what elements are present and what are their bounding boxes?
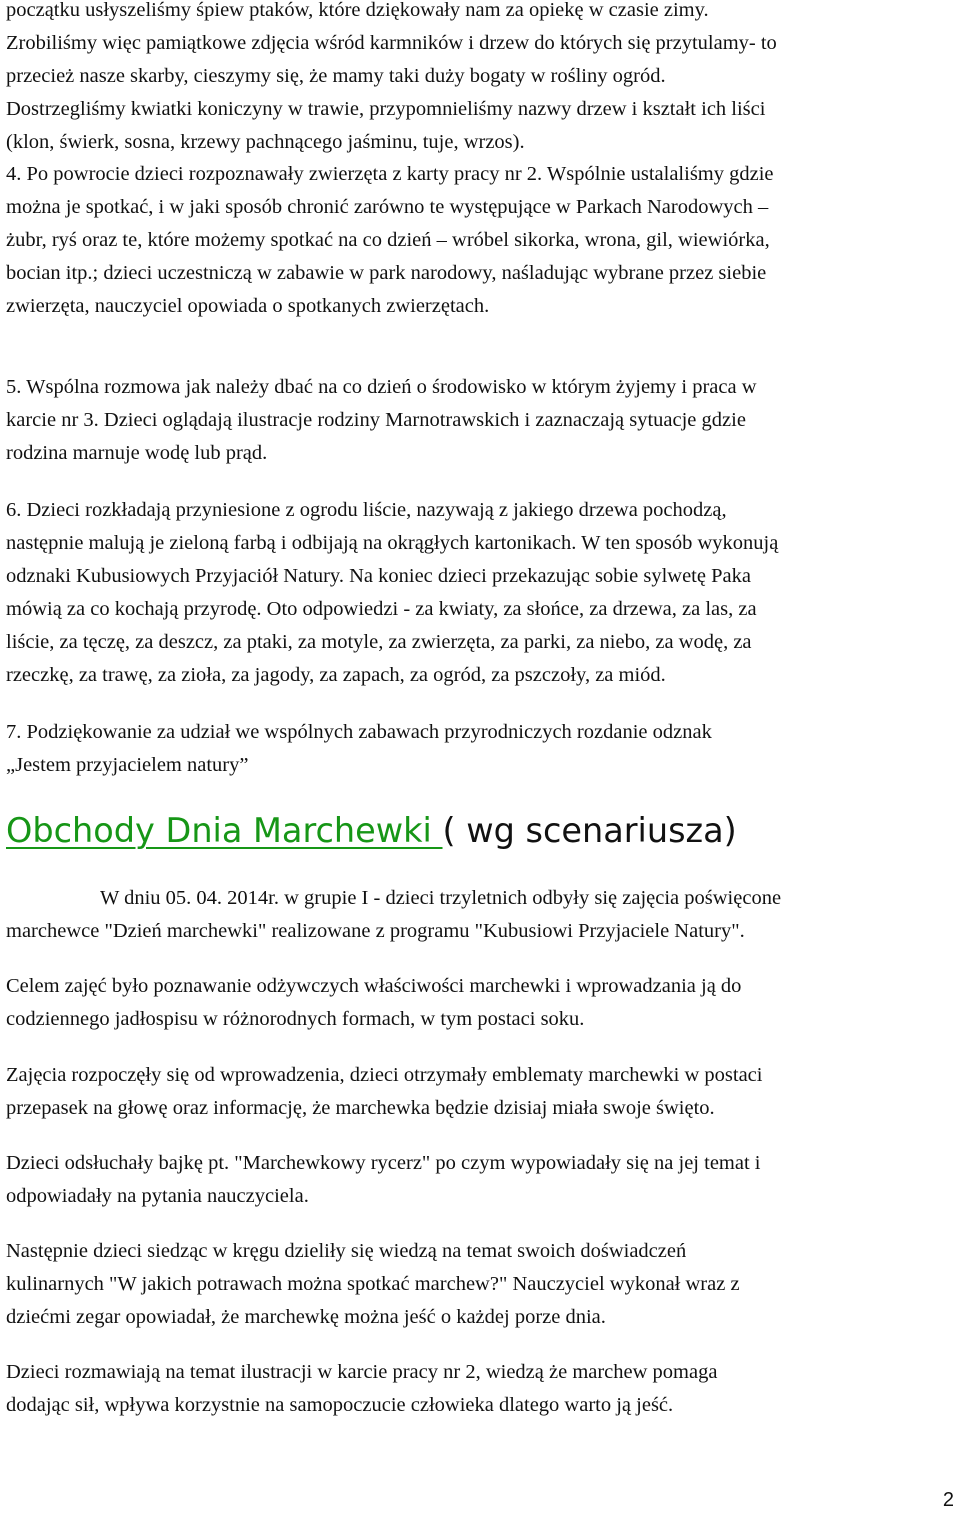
text-line: (klon, świerk, sosna, krzewy pachnącego jaśminu, tuje, wrzos). (6, 131, 525, 153)
text-line: Zajęcia rozpoczęły się od wprowadzenia, dzieci otrzymały emblematy marchewki w postaci (6, 1064, 763, 1086)
text-line: początku usłyszeliśmy śpiew ptaków, które dziękowały nam za opiekę w czasie zimy. (6, 0, 709, 21)
text-line: Zrobiliśmy więc pamiątkowe zdjęcia wśród karmników i drzew do których się przytulamy- to (6, 32, 777, 54)
text-line: mówią za co kochają przyrodę. Oto odpowiedzi - za kwiaty, za słońce, za drzewa, za las, za (6, 598, 757, 620)
text-line: przepasek na głowę oraz informację, że marchewka będzie dzisiaj miała swoje święto. (6, 1097, 715, 1119)
item-6-paragraph (6, 494, 956, 692)
item-7-paragraph (6, 716, 956, 782)
heading-link[interactable]: Obchody Dnia Marchewki (6, 811, 443, 850)
section-paragraph-2 (6, 970, 956, 1036)
text-line: żubr, ryś oraz te, które możemy spotkać na co dzień – wróbel sikorka, wrona, gil, wiewiórka, (6, 229, 770, 251)
text-line: następnie malują je zieloną farbą i odbijają na okrągłych kartonikach. W ten sposób wykonują (6, 532, 779, 554)
intro-paragraph (6, 0, 956, 159)
section-paragraph-1 (6, 882, 956, 948)
text-line: dziećmi zegar opowiadał, że marchewkę można jeść o każdej porze dnia. (6, 1306, 606, 1328)
heading-suffix: ( wg scenariusza) (442, 811, 737, 850)
text-line: karcie nr 3. Dzieci oglądają ilustracje rodziny Marnotrawskich i zaznaczają sytuacje gdzie (6, 409, 746, 431)
text-line: 6. Dzieci rozkładają przyniesione z ogrodu liście, nazywają z jakiego drzewa pochodzą, (6, 499, 727, 521)
text-line: Następnie dzieci siedząc w kręgu dzieliły się wiedzą na temat swoich doświadczeń (6, 1240, 687, 1262)
text-line: codziennego jadłospisu w różnorodnych formach, w tym postaci soku. (6, 1008, 585, 1030)
text-line: Dostrzegliśmy kwiatki koniczyny w trawie, przypomnieliśmy nazwy drzew i kształt ich liści (6, 98, 766, 120)
text-line: kulinarnych "W jakich potrawach można spotkać marchew?" Nauczyciel wykonał wraz z (6, 1273, 740, 1295)
text-line: rzeczkę, za trawę, za zioła, za jagody, za zapach, za ogród, za pszczoły, za miód. (6, 664, 666, 686)
text-line: odpowiadały na pytania nauczyciela. (6, 1185, 309, 1207)
text-line: bocian itp.; dzieci uczestniczą w zabawie w park narodowy, naśladując wybrane przez siebie (6, 262, 767, 284)
item-4-paragraph (6, 158, 956, 323)
text-line: odznaki Kubusiowych Przyjaciół Natury. Na koniec dzieci przekazując sobie sylwetę Paka (6, 565, 751, 587)
section-heading (6, 806, 956, 856)
section-paragraph-6 (6, 1356, 956, 1422)
text-line: liście, za tęczę, za deszcz, za ptaki, za motyle, za zwierzęta, za parki, za niebo, za wodę, za (6, 631, 752, 653)
item-5-paragraph (6, 371, 956, 470)
text-line: „Jestem przyjacielem natury” (6, 754, 249, 776)
text-line: rodzina marnuje wodę lub prąd. (6, 442, 268, 464)
text-line: Dzieci odsłuchały bajkę pt. "Marchewkowy rycerz" po czym wypowiadały się na jej temat i (6, 1152, 761, 1174)
section-paragraph-5 (6, 1235, 956, 1334)
text-line: W dniu 05. 04. 2014r. w grupie I - dzieci trzyletnich odbyły się zajęcia poświęcone (100, 887, 782, 909)
page-number: 2 (942, 1489, 954, 1511)
section-paragraph-4 (6, 1147, 956, 1213)
text-line: dodając sił, wpływa korzystnie na samopoczucie człowieka dlatego warto ją jeść. (6, 1394, 674, 1416)
text-line: Dzieci rozmawiają na temat ilustracji w karcie pracy nr 2, wiedzą że marchew pomaga (6, 1361, 718, 1383)
text-line: można je spotkać, i w jaki sposób chronić zarówno te występujące w Parkach Narodowych – (6, 196, 769, 218)
text-line: 7. Podziękowanie za udział we wspólnych zabawach przyrodniczych rozdanie odznak (6, 721, 712, 743)
text-line: zwierzęta, nauczyciel opowiada o spotkanych zwierzętach. (6, 295, 490, 317)
text-line: 5. Wspólna rozmowa jak należy dbać na co dzień o środowisko w którym żyjemy i praca w (6, 376, 757, 398)
section-paragraph-3 (6, 1059, 956, 1125)
text-line: 4. Po powrocie dzieci rozpoznawały zwierzęta z karty pracy nr 2. Wspólnie ustalaliśmy gdzie (6, 163, 774, 185)
text-line: marchewce "Dzień marchewki" realizowane z programu "Kubusiowi Przyjaciele Natury". (6, 920, 745, 942)
text-line: Celem zajęć było poznawanie odżywczych właściwości marchewki i wprowadzania ją do (6, 975, 742, 997)
text-line: przecież nasze skarby, cieszymy się, że mamy taki duży bogaty w rośliny ogród. (6, 65, 666, 87)
